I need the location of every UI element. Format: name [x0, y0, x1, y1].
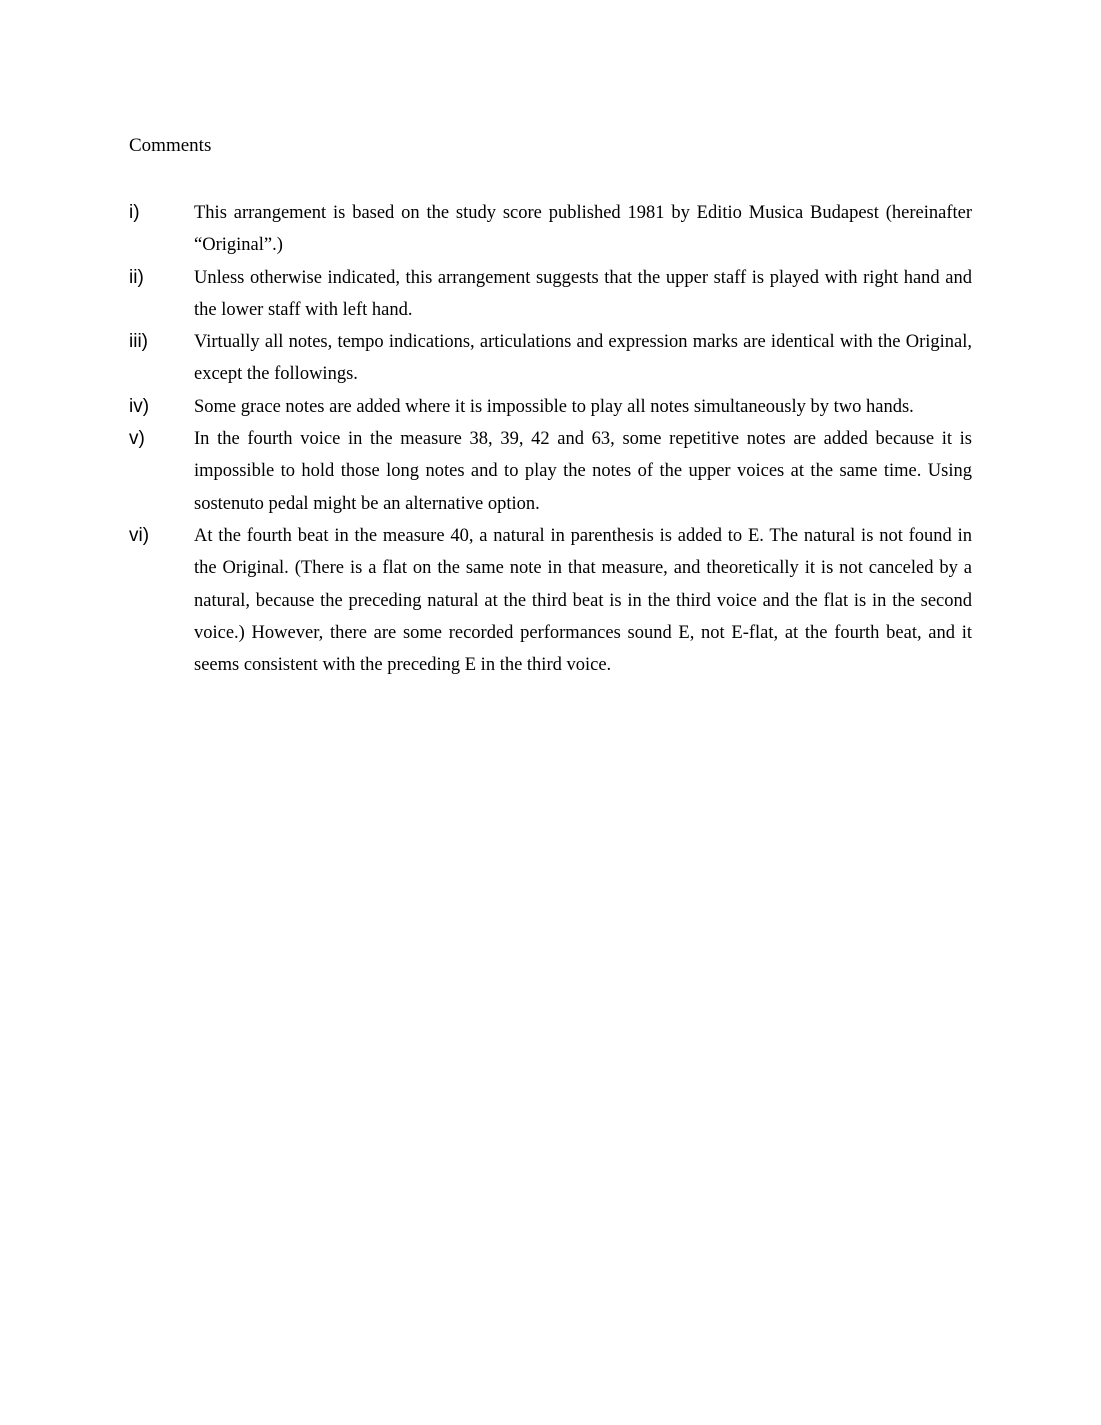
- comment-item-1: [129, 197, 972, 262]
- comment-item-3: [129, 326, 972, 391]
- comment-text: At the fourth beat in the measure 40, a natural in parenthesis is added to E. The natural is not found in the Original. (There is a flat on the same note in that measure, and theoretically it is not canceled by a natural, because the preceding natural at the third beat is in the third voice and the flat is in the second voice.) However, there are some recorded performances sound E, not E-flat, at the fourth beat, and it seems consistent with the preceding E in the third voice.: [194, 525, 972, 676]
- page-title: Comments: [129, 135, 212, 156]
- comment-text: In the fourth voice in the measure 38, 39, 42 and 63, some repetitive notes are added because it is impossible to hold those long notes and to play the notes of the upper voices at the same time. Using sostenuto pedal might be an alternative option.: [194, 429, 972, 514]
- comment-item-2: [129, 262, 972, 327]
- comment-item-4: [129, 391, 972, 423]
- comment-text: This arrangement is based on the study score published 1981 by Editio Musica Budapest (hereinafter “Original”.): [194, 203, 972, 256]
- comment-marker: v): [129, 428, 145, 450]
- comment-marker: iv): [129, 395, 150, 417]
- comment-marker: i): [129, 202, 140, 223]
- comment-marker: vi): [129, 524, 150, 546]
- comment-item-6: [129, 520, 972, 681]
- comment-marker: iii): [129, 331, 148, 353]
- comment-text: Unless otherwise indicated, this arrangement suggests that the upper staff is played with right hand and the lower staff with left hand.: [194, 267, 972, 320]
- comment-text: Virtually all notes, tempo indications, articulations and expression marks are identical with the Original, except the followings.: [194, 332, 972, 385]
- comment-text: Some grace notes are added where it is impossible to play all notes simultaneously by two hands.: [194, 396, 914, 417]
- comment-marker: ii): [129, 266, 144, 288]
- comment-list: [129, 197, 972, 681]
- comment-item-5: [129, 423, 972, 520]
